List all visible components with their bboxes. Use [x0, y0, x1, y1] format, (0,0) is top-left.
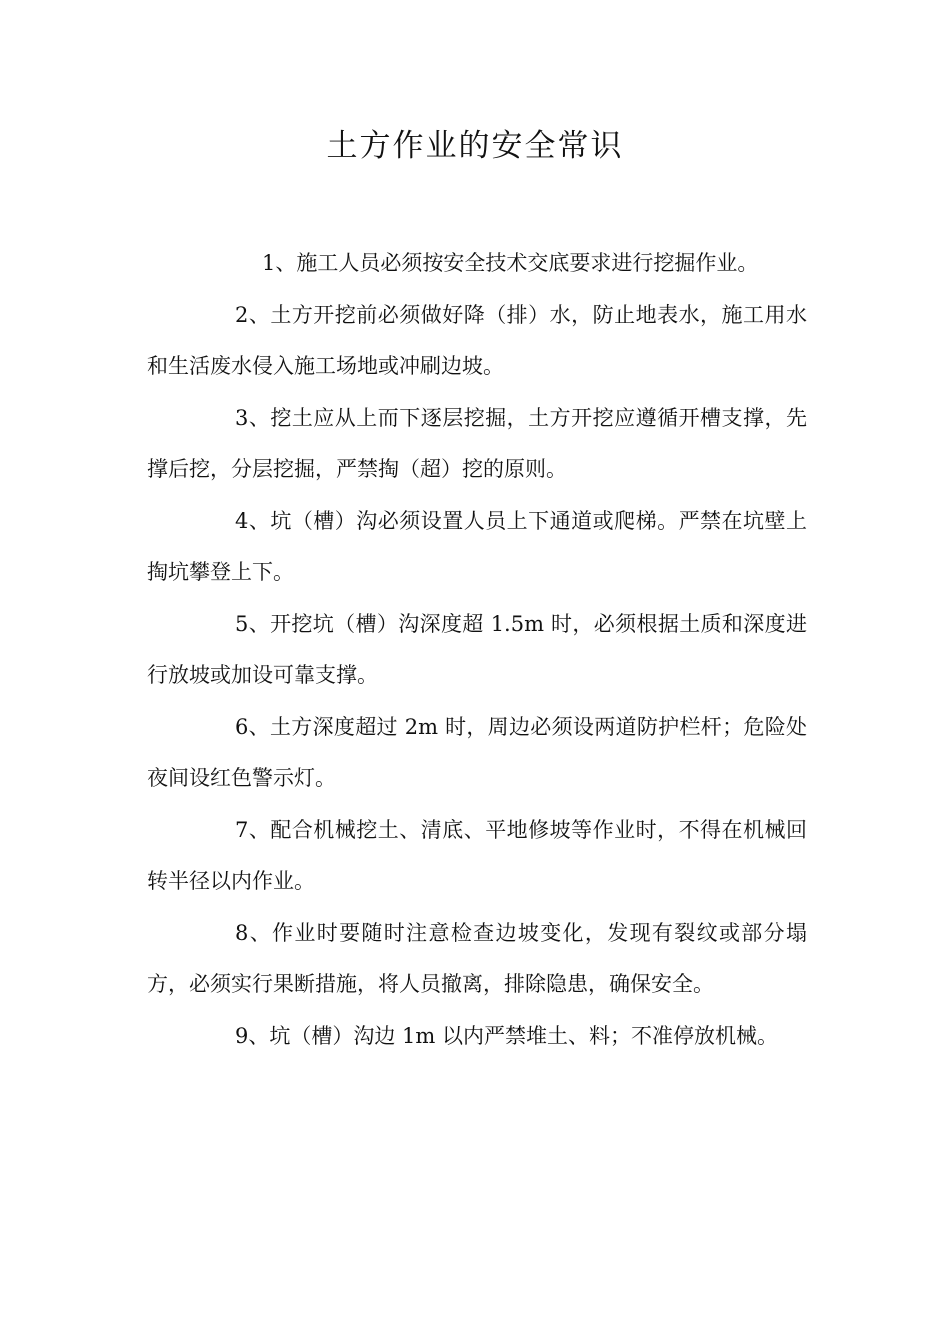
safety-item-4: 4、坑（槽）沟必须设置人员上下通道或爬梯。严禁在坑壁上掏坑攀登上下。 [147, 508, 807, 584]
safety-item-8: 8、作业时要随时注意检查边坡变化，发现有裂纹或部分塌方，必须实行果断措施，将人员撤离，排除隐患，确保安全。 [147, 920, 807, 996]
safety-item-5: 5、开挖坑（槽）沟深度超 1.5m 时，必须根据土质和深度进行放坡或加设可靠支撑。 [147, 611, 807, 687]
document-title: 土方作业的安全常识 [326, 128, 624, 164]
safety-item-6: 6、土方深度超过 2m 时，周边必须设两道防护栏杆；危险处夜间设红色警示灯。 [147, 714, 807, 790]
safety-item-9: 9、坑（槽）沟边 1m 以内严禁堆土、料；不准停放机械。 [235, 1023, 778, 1048]
safety-item-3: 3、挖土应从上而下逐层挖掘，土方开挖应遵循开槽支撑，先撑后挖，分层挖掘，严禁掏（超）挖的原则。 [147, 405, 807, 481]
safety-item-1: 1、施工人员必须按安全技术交底要求进行挖掘作业。 [262, 251, 759, 275]
safety-item-7: 7、配合机械挖土、清底、平地修坡等作业时，不得在机械回转半径以内作业。 [147, 817, 807, 893]
safety-item-2: 2、土方开挖前必须做好降（排）水，防止地表水，施工用水和生活废水侵入施工场地或冲刷边坡。 [147, 302, 807, 378]
document-body [147, 238, 807, 1062]
